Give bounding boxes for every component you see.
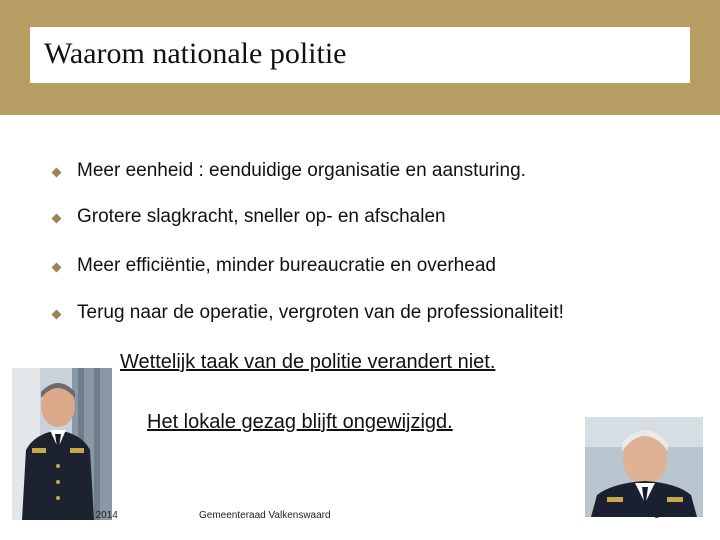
bullet-text: Meer efficiëntie, minder bureaucratie en overhead	[77, 255, 496, 276]
diamond-bullet-icon	[52, 214, 62, 224]
bullet-text: Meer eenheid : eenduidige organisatie en aansturing.	[77, 160, 526, 181]
bullet-text: Terug naar de operatie, vergroten van de professionaliteit!	[77, 302, 564, 323]
diamond-bullet-icon	[52, 263, 62, 273]
diamond-bullet-icon	[52, 168, 62, 178]
footer-center: Gemeenteraad Valkenswaard	[199, 510, 331, 521]
slide-title: Waarom nationale politie	[44, 37, 347, 70]
bullet-text: Grotere slagkracht, sneller op- en afschalen	[77, 206, 446, 227]
statement-police-task: Wettelijk taak van de politie verandert niet.	[120, 351, 496, 373]
statement-local-authority: Het lokale gezag blijft ongewijzigd.	[147, 411, 453, 433]
title-box	[30, 27, 690, 83]
officer-photo-left	[12, 368, 112, 520]
officer-photo-right	[585, 417, 703, 517]
footer-page-number: 3	[654, 510, 660, 521]
diamond-bullet-icon	[52, 310, 62, 320]
footer-date: 29 sept 2014	[60, 510, 118, 521]
